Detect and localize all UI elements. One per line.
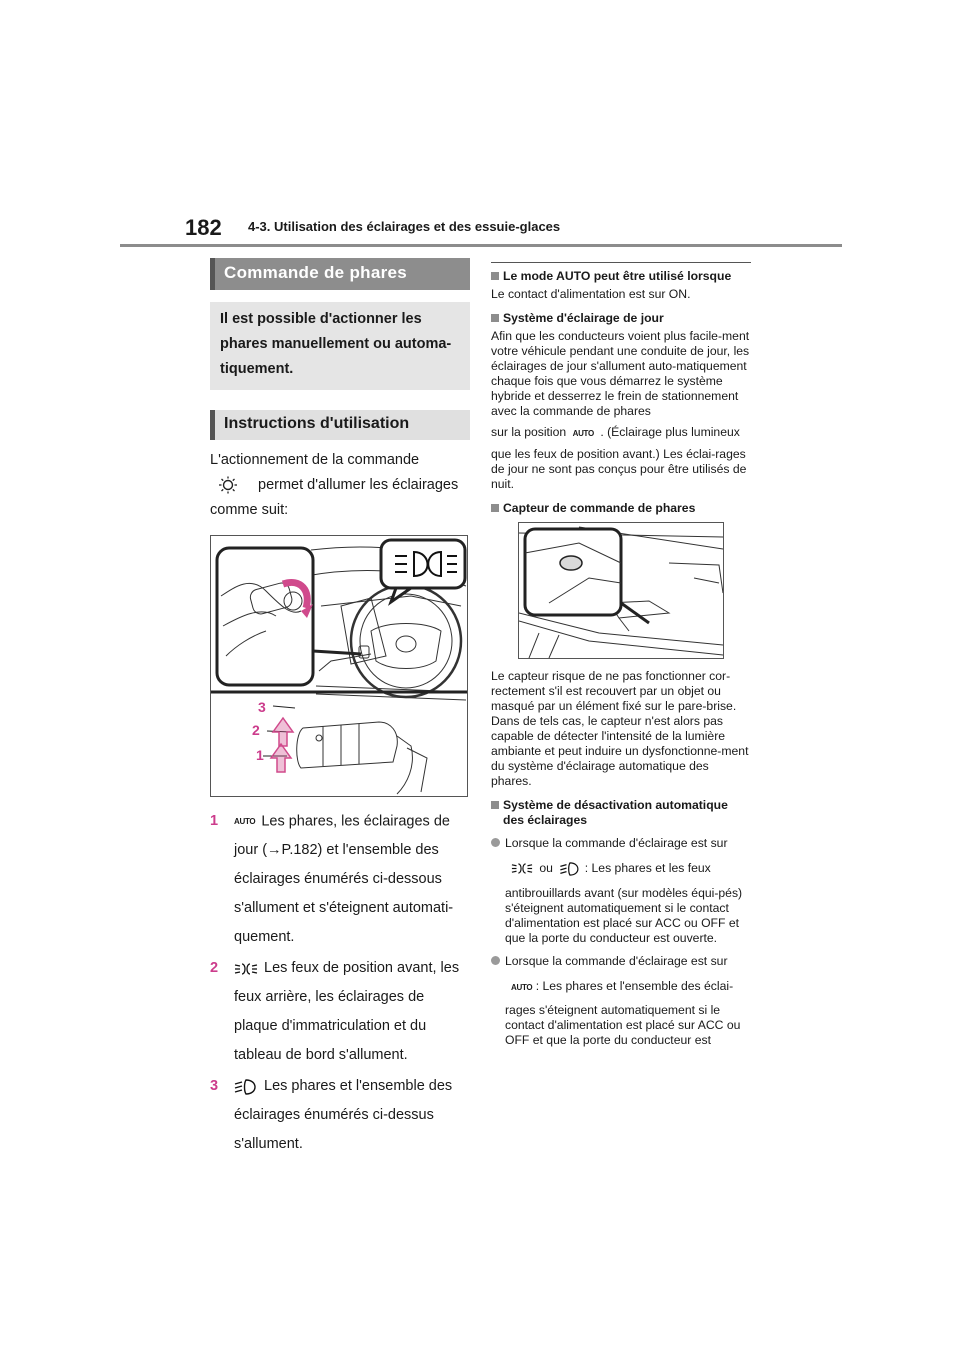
paragraph: que les feux de position avant.) Les éclai-rages de jour ne sont pas conçus pour être utilisés de nuit. [491,447,747,491]
instructions-paragraph [210,448,470,523]
section-title-bar [210,258,470,290]
auto-icon: AUTO [234,817,256,826]
headlight-switch-illustration [210,535,468,797]
position-lamps-icon [234,962,258,976]
bullet-dot [491,838,500,847]
header-rule [120,244,842,247]
position-lamps-icon [511,862,533,875]
right-column: Le mode AUTO peut être utilisé lorsque Le contact d'alimentation est sur ON. Système d'éclairage de jour Afin que les conducteurs voient plus facile-ment votre véhicule pendant une conduite de jour, les éclairages de jour s'allument auto-matiquement chaque fois que vous démarrez le système hybride et desserrez le frein de stationnement avec la commande de phares sur la position AUTO . (Éclairage plus lumineux que les feux de position avant.) Les éclai-rages de jour ne sont pas conçus pour être utilisés de nuit. Capteur de commande de phares Le capteur risque de ne pas fonctionner cor-rectement s'il est recouvert par un objet ou masqué par un élément fixé sur le pare-brise. Dans de tels cas, le capteur n'est alors pas capable de détecter l'intensité de la lumière ambiante et peut induire un dysfonctionne-ment du système d'éclairage automatique des phares. Système de désactivation automatique des éclairages Lorsque la commande d'éclairage est sur ou : Les phares et les feux antibrouillards avant (sur modèles équi-pés) s'éteignent automatiquement si le contact d'alimentation est placé sur ACC ou OFF et que la porte du conducteur est ouverte. Lorsque la commande d'éclairage est sur AUTO : Les phares et l'ensemble des éclai- rages s'éteignent automatiquement si le contact d'alimentation est placé sur ACC ou OFF et que la porte du conducteur est [491,262,751,1056]
light-modes-list [210,809,470,1157]
paragraph-line: comme suit: [210,502,289,518]
instructions-bar [210,410,470,440]
list-item: 3 Les phares et l'ensemble des éclairages énumérés ci-dessus s'allument. [210,1074,470,1157]
subheading-daytime-lights: Système d'éclairage de jour [491,311,751,326]
bullet-item: Lorsque la commande d'éclairage est sur ou : Les phares et les feux antibrouillards avant (sur modèles équi-pés) s'éteignent automatiquement si le contact d'alimentation est placé sur ACC ou OFF et que la porte du conducteur est ouverte. [491,836,751,946]
subheading-auto-mode: Le mode AUTO peut être utilisé lorsque [491,269,751,284]
paragraph: Le capteur risque de ne pas fonctionner cor-rectement s'il est recouvert par un objet ou masqué par un élément fixé sur le pare-brise. Dans de tels cas, le capteur n'est alors pas capable de détecter l'intensité de la lumière ambiante et peut induire un dysfonctionne-ment du système d'éclairage automatique des phares. [491,669,749,788]
light-switch-icon [216,476,240,494]
item-number: 1 [210,813,219,829]
auto-icon: AUTO [511,983,533,992]
bullet-item: Lorsque la commande d'éclairage est sur AUTO : Les phares et l'ensemble des éclai- rages s'éteignent automatiquement si le contact d'alimentation est placé sur ACC ou OFF et que la porte du conducteur est [491,954,751,1048]
switch-illustration-svg [211,536,467,796]
left-column [210,258,470,1163]
figure-label-2: 2 [252,722,260,738]
list-item: 2 Les feux de position avant, les feux arrière, les éclairages de plaque d'immatriculation et du tableau de bord s'allument. [210,956,470,1068]
paragraph-line: L'actionnement de la commande [210,452,420,468]
section-header: 4-3. Utilisation des éclairages et des essuie-glaces [248,219,561,234]
auto-icon: AUTO [572,429,594,438]
column-rule [491,262,751,263]
page-number: 182 [185,215,222,240]
light-sensor-illustration [518,522,724,659]
list-item: 1 AUTO Les phares, les éclairages de jour (→P.182) et l'ensemble des éclairages énumérés ci-dessous s'allument et s'éteignent automati- quement. [210,809,470,950]
paragraph: Afin que les conducteurs voient plus facile-ment votre véhicule pendant une conduite de jour, les éclairages de jour s'allument auto-matiquement chaque fois que vous démarrez le système hybride et desserrez le frein de stationnement avec la commande de phares [491,329,750,418]
section-title: Commande de phares [224,263,408,282]
item-number: 2 [210,960,219,977]
paragraph: Le contact d'alimentation est sur ON. [491,287,691,301]
instructions-title: Instructions d'utilisation [224,415,410,432]
subheading-sensor: Capteur de commande de phares [491,501,751,516]
bullet-dot [491,956,500,965]
sensor-illustration-svg [519,523,723,658]
item-number: 3 [210,1078,219,1095]
subheading-auto-off: Système de désactivation automatique des éclairages [491,798,751,828]
headlamp-icon [559,862,581,876]
headlamp-icon [234,1079,258,1095]
intro-box: Il est possible d'actionner les phares manuellement ou automa-tiquement. [210,302,470,390]
paragraph-line: permet d'allumer les éclairages [258,477,459,493]
figure-label-1: 1 [256,747,264,763]
figure-label-3: 3 [258,699,266,715]
